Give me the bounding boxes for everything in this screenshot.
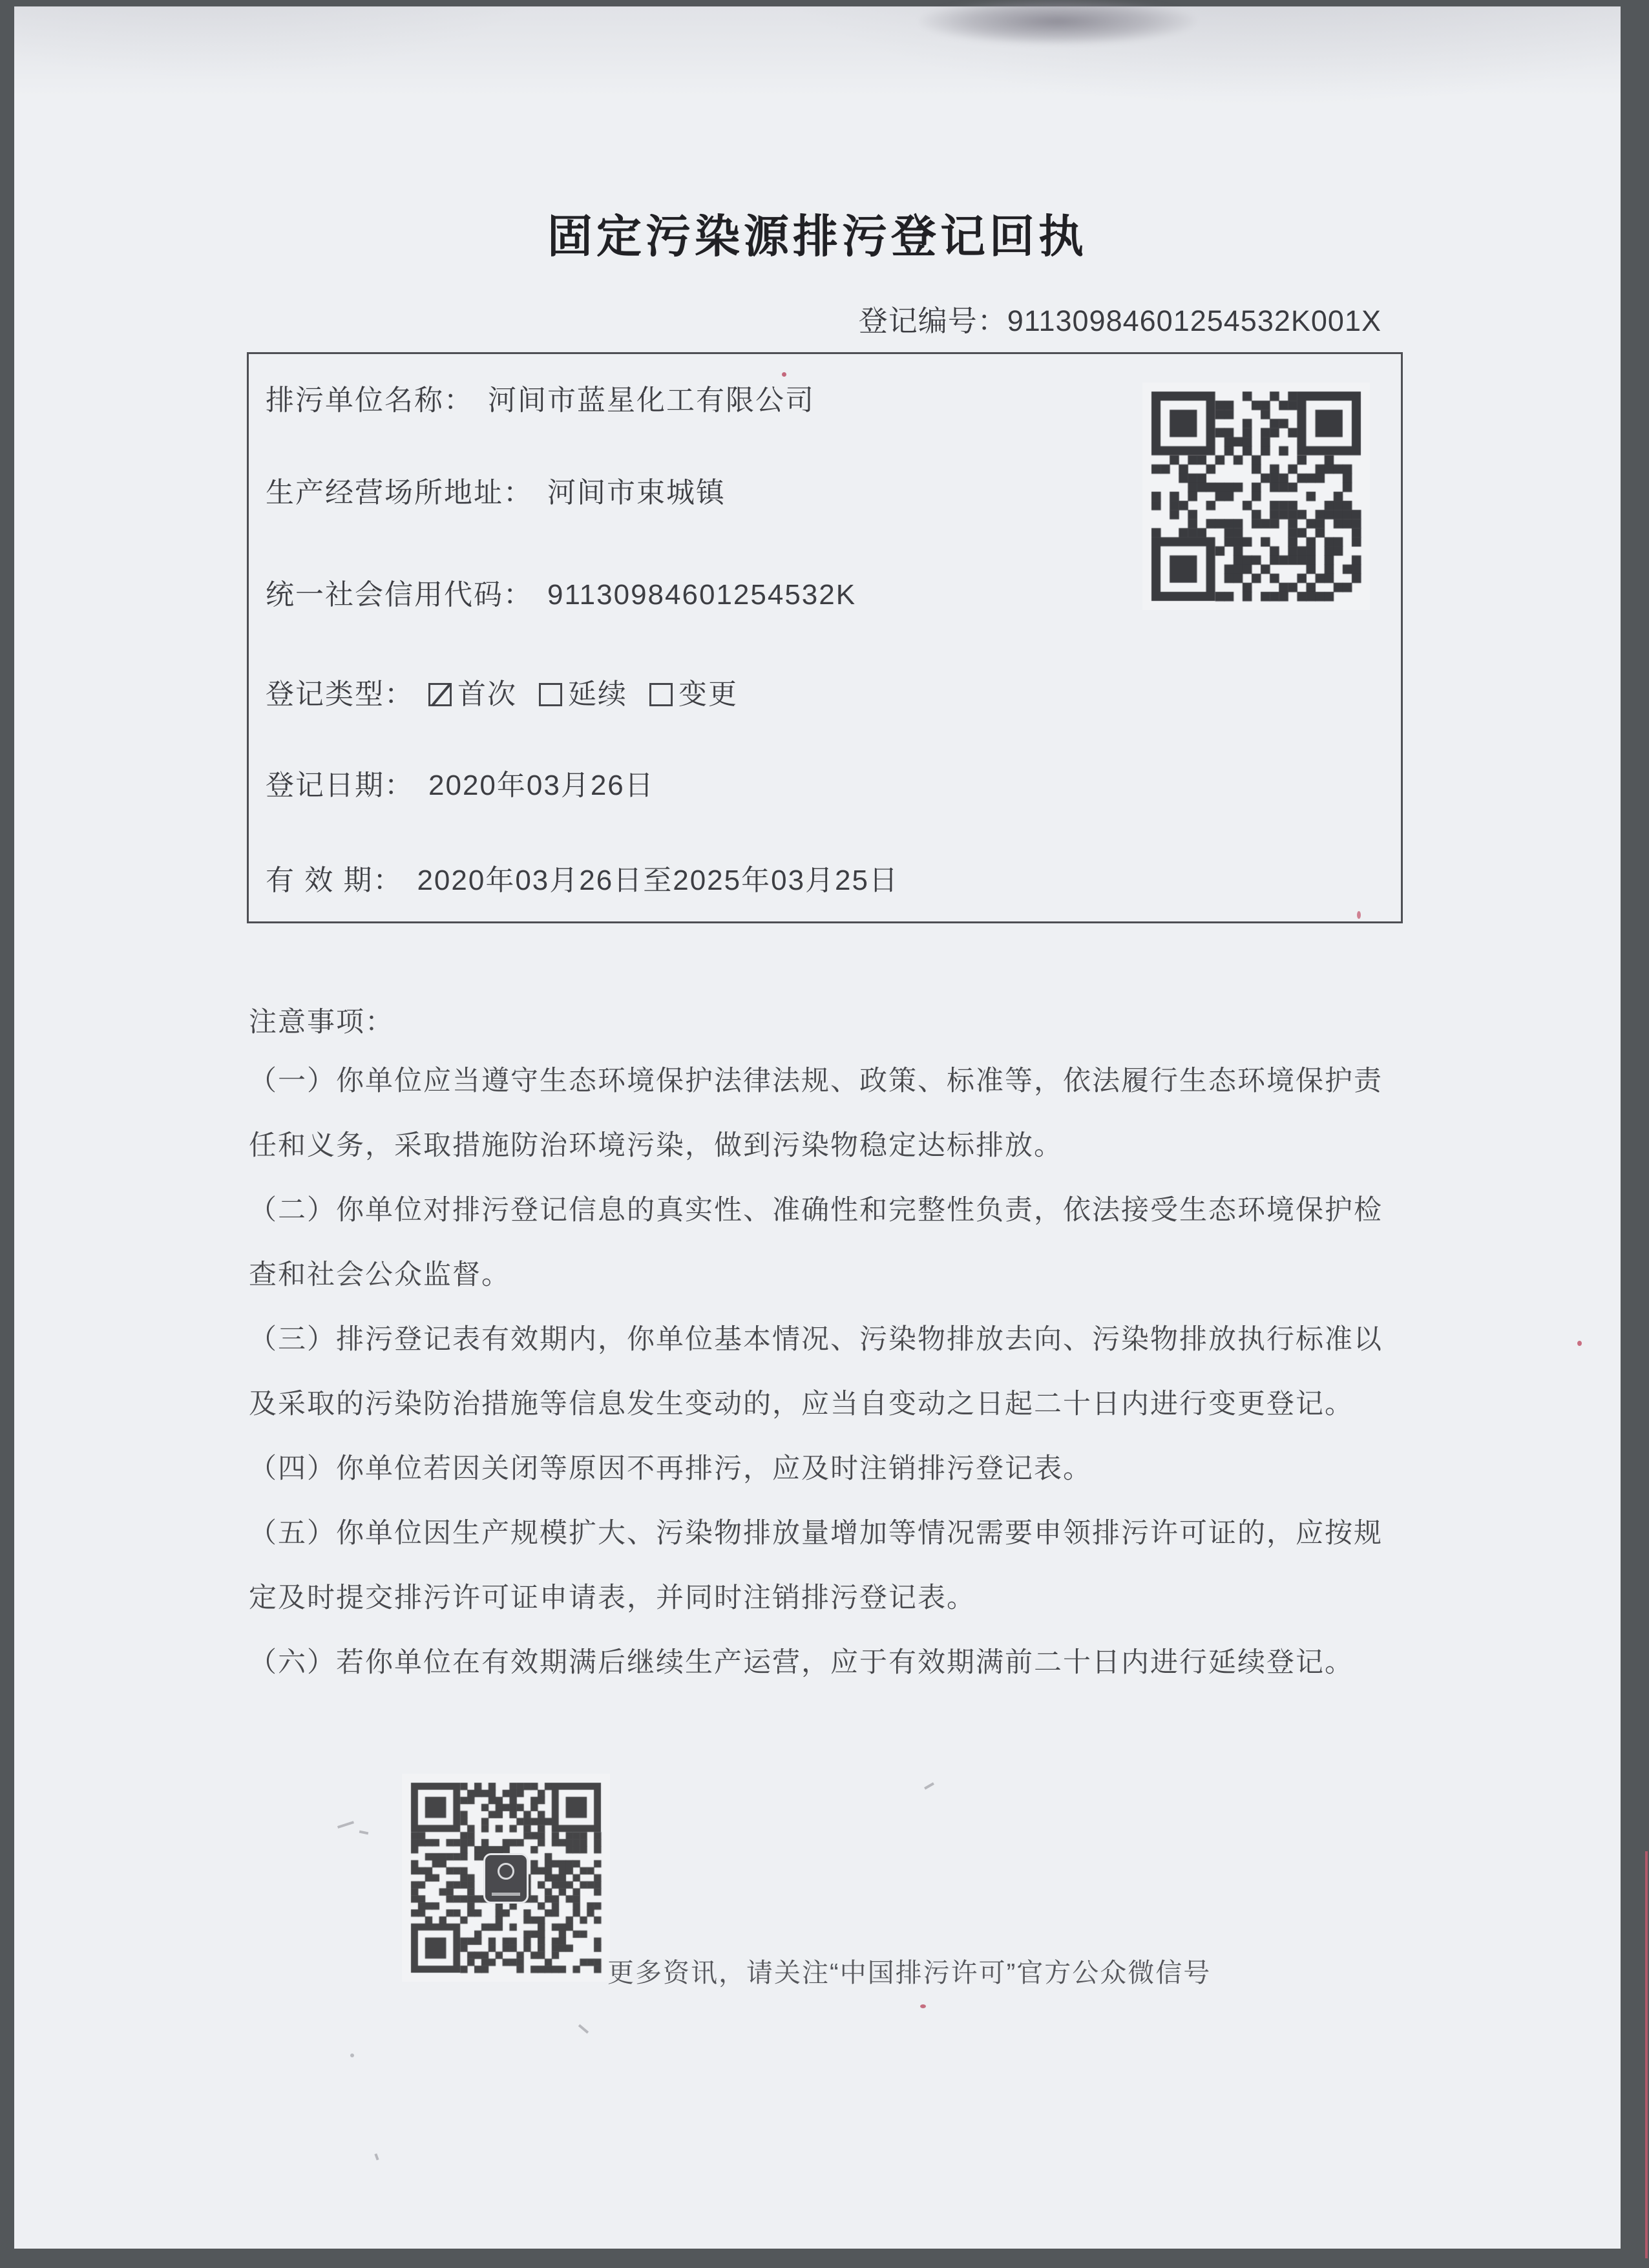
info-row-validity-period: [266, 861, 899, 900]
credit-code-value: 91130984601254532K: [547, 579, 857, 611]
validity-period-label: 有 效 期：: [266, 865, 403, 896]
registration-number-line: 登记编号：91130984601254532K001X: [858, 304, 1381, 337]
option-first-time: [428, 678, 517, 710]
red-edge-line: [1645, 1851, 1648, 2258]
gray-speck: [350, 2053, 354, 2057]
address-label: 生产经营场所地址：: [266, 477, 533, 509]
validity-period-value: 2020年03月26日至2025年03月25日: [417, 865, 899, 896]
info-row-credit-code: [266, 576, 856, 614]
info-row-unit-name: [266, 381, 815, 420]
checkbox-change-icon: [649, 683, 673, 706]
info-row-address: [266, 474, 726, 512]
wechat-qr-logo-glyph: [498, 1863, 514, 1880]
note-line: （五）你单位因生产规模扩大、污染物排放量增加等情况需要申领排污许可证的，应按规: [249, 1518, 1383, 1549]
option-first-time-label: 首次: [457, 678, 517, 710]
pencil-mark: [374, 2154, 379, 2161]
note-line: 及采取的污染防治措施等信息发生变动的，应当自变动之日起二十日内进行变更登记。: [249, 1389, 1354, 1420]
option-change: [649, 678, 738, 710]
red-speck: [1357, 911, 1361, 919]
checkbox-renewal-icon: [539, 683, 562, 706]
note-line: 定及时提交排污许可证申请表，并同时注销排污登记表。: [249, 1582, 976, 1613]
note-line: （二）你单位对排污登记信息的真实性、准确性和完整性负责，依法接受生态环境保护检: [249, 1195, 1383, 1226]
scan-shadow-smudge: [919, 0, 1197, 45]
credit-code-label: 统一社会信用代码：: [266, 579, 533, 611]
option-renewal-label: 延续: [568, 678, 627, 710]
footer-caption: 更多资讯，请关注“中国排污许可”官方公众微信号: [607, 1958, 1212, 1988]
registration-qr-code: [1142, 383, 1370, 610]
unit-name-label: 排污单位名称：: [266, 384, 474, 416]
registration-date-label: 登记日期：: [266, 770, 414, 801]
checkbox-first-time-icon: [428, 683, 452, 706]
registration-date-value: 2020年03月26日: [428, 770, 655, 801]
notes-heading: 注意事项：: [249, 1007, 394, 1038]
info-row-registration-type: [266, 675, 760, 714]
wechat-qr-center-logo: [483, 1853, 529, 1904]
pencil-mark: [578, 2024, 589, 2034]
note-line: 任和义务，采取措施防治环境污染，做到污染物稳定达标排放。: [249, 1130, 1063, 1161]
option-change-label: 变更: [678, 678, 738, 710]
info-row-registration-date: [266, 766, 655, 805]
document-title: 固定污染源排污登记回执: [547, 213, 1087, 262]
note-line: （四）你单位若因关闭等原因不再排污，应及时注销排污登记表。: [249, 1453, 1092, 1484]
pencil-mark: [337, 1821, 354, 1829]
registration-type-label: 登记类型：: [266, 678, 414, 710]
pencil-mark: [359, 1831, 369, 1835]
unit-name-value: 河间市蓝星化工有限公司: [488, 384, 815, 416]
note-line: （一）你单位应当遵守生态环境保护法律法规、政策、标准等，依法履行生态环境保护责: [249, 1066, 1383, 1097]
note-line: （三）排污登记表有效期内，你单位基本情况、污染物排放去向、污染物排放执行标准以: [249, 1324, 1383, 1355]
address-value: 河间市束城镇: [547, 477, 726, 509]
pencil-mark: [924, 1782, 934, 1789]
registration-type-options: [428, 678, 760, 710]
wechat-qr-logo-caption-bar: [492, 1893, 520, 1896]
notes-block: [249, 1049, 1412, 1695]
red-speck: [1577, 1341, 1582, 1346]
note-line: （六）若你单位在有效期满后继续生产运营，应于有效期满前二十日内进行延续登记。: [249, 1647, 1354, 1678]
option-renewal: [539, 678, 627, 710]
red-speck: [782, 372, 786, 377]
note-line: 查和社会公众监督。: [249, 1259, 510, 1290]
red-speck: [920, 2004, 926, 2008]
paper: [14, 6, 1621, 2249]
